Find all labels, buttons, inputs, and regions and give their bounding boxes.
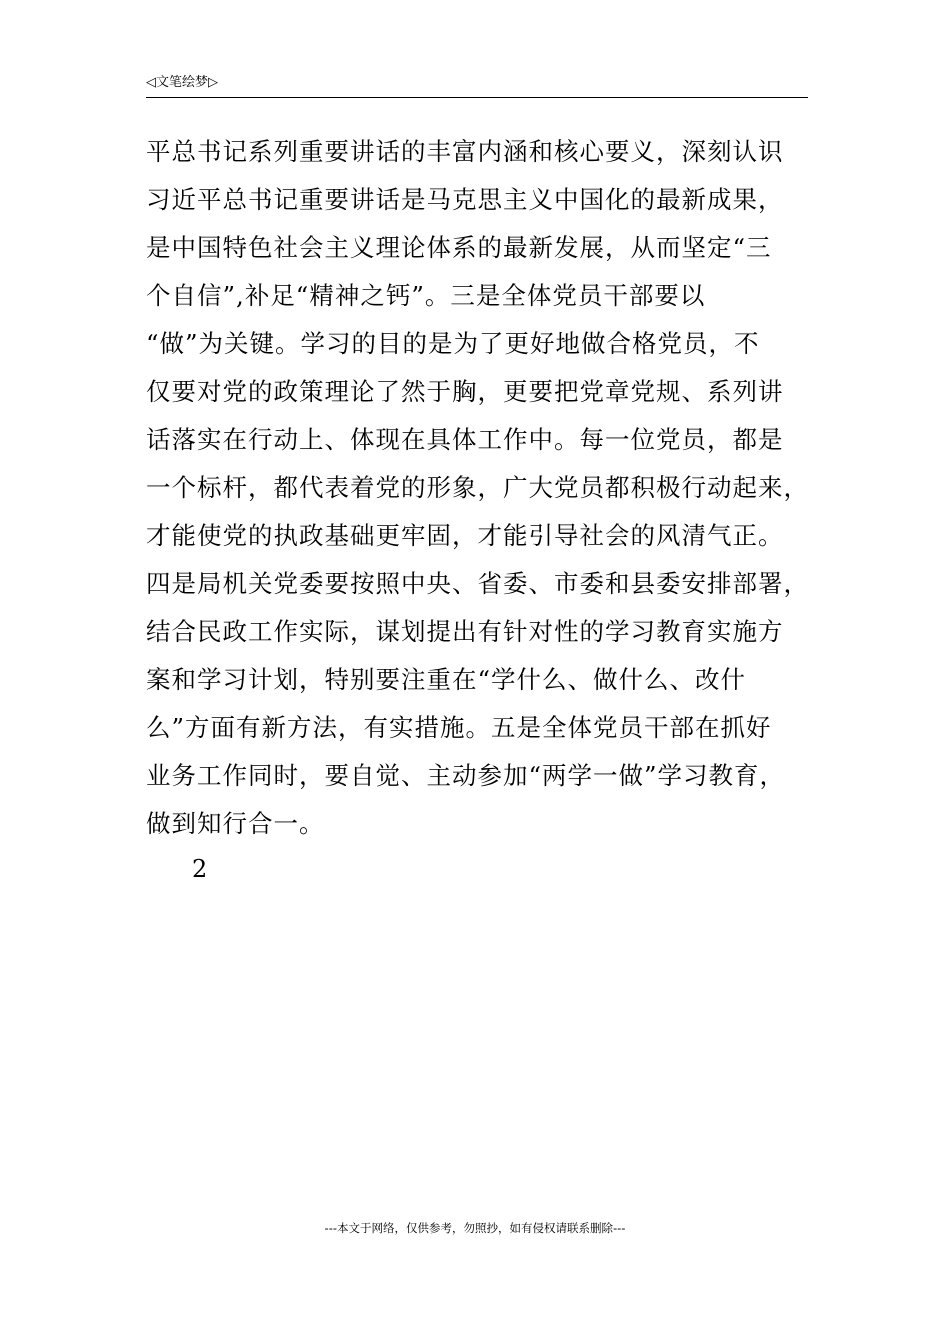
text-line: “做”为关键。学习的目的是为了更好地做合格党员，不 [146,329,760,358]
text-line: 仅要对党的政策理论了然于胸，更要把党章党规、系列讲 [146,377,784,406]
text-line: 习近平总书记重要讲话是马克思主义中国化的最新成果， [146,185,784,214]
text-line: 才能使党的执政基础更牢固，才能引导社会的风清气正。 [146,521,784,550]
page-footer: ---本文于网络，仅供参考，勿照抄，如有侵权请联系删除--- [324,1221,626,1235]
page-header [146,72,808,98]
text-line: 话落实在行动上、体现在具体工作中。每一位党员，都是 [146,425,784,454]
text-line: 一个标杆，都代表着党的形象，广大党员都积极行动起来， [146,473,809,502]
page-number: 2 [192,855,208,883]
text-line: 是中国特色社会主义理论体系的最新发展，从而坚定“三 [146,233,772,262]
text-line: 做到知行合一。 [146,809,325,838]
text-line: 个自信”,补足“精神之钙”。三是全体党员干部要以 [146,281,706,310]
text-line: 么”方面有新方法，有实措施。五是全体党员干部在抓好 [146,713,772,742]
text-line: 案和学习计划，特别要注重在“学什么、做什么、改什 [146,665,747,694]
text-line: 四是局机关党委要按照中央、省委、市委和县委安排部署， [146,569,809,598]
text-line: 平总书记系列重要讲话的丰富内涵和核心要义，深刻认识 [146,137,784,166]
body-paragraph [146,128,818,848]
text-line: 结合民政工作实际，谋划提出有针对性的学习教育实施方 [146,617,784,646]
text-line: 业务工作同时，要自觉、主动参加“两学一做”学习教育， [146,761,786,790]
header-label: ◁文笔绘梦▷ [146,75,218,90]
